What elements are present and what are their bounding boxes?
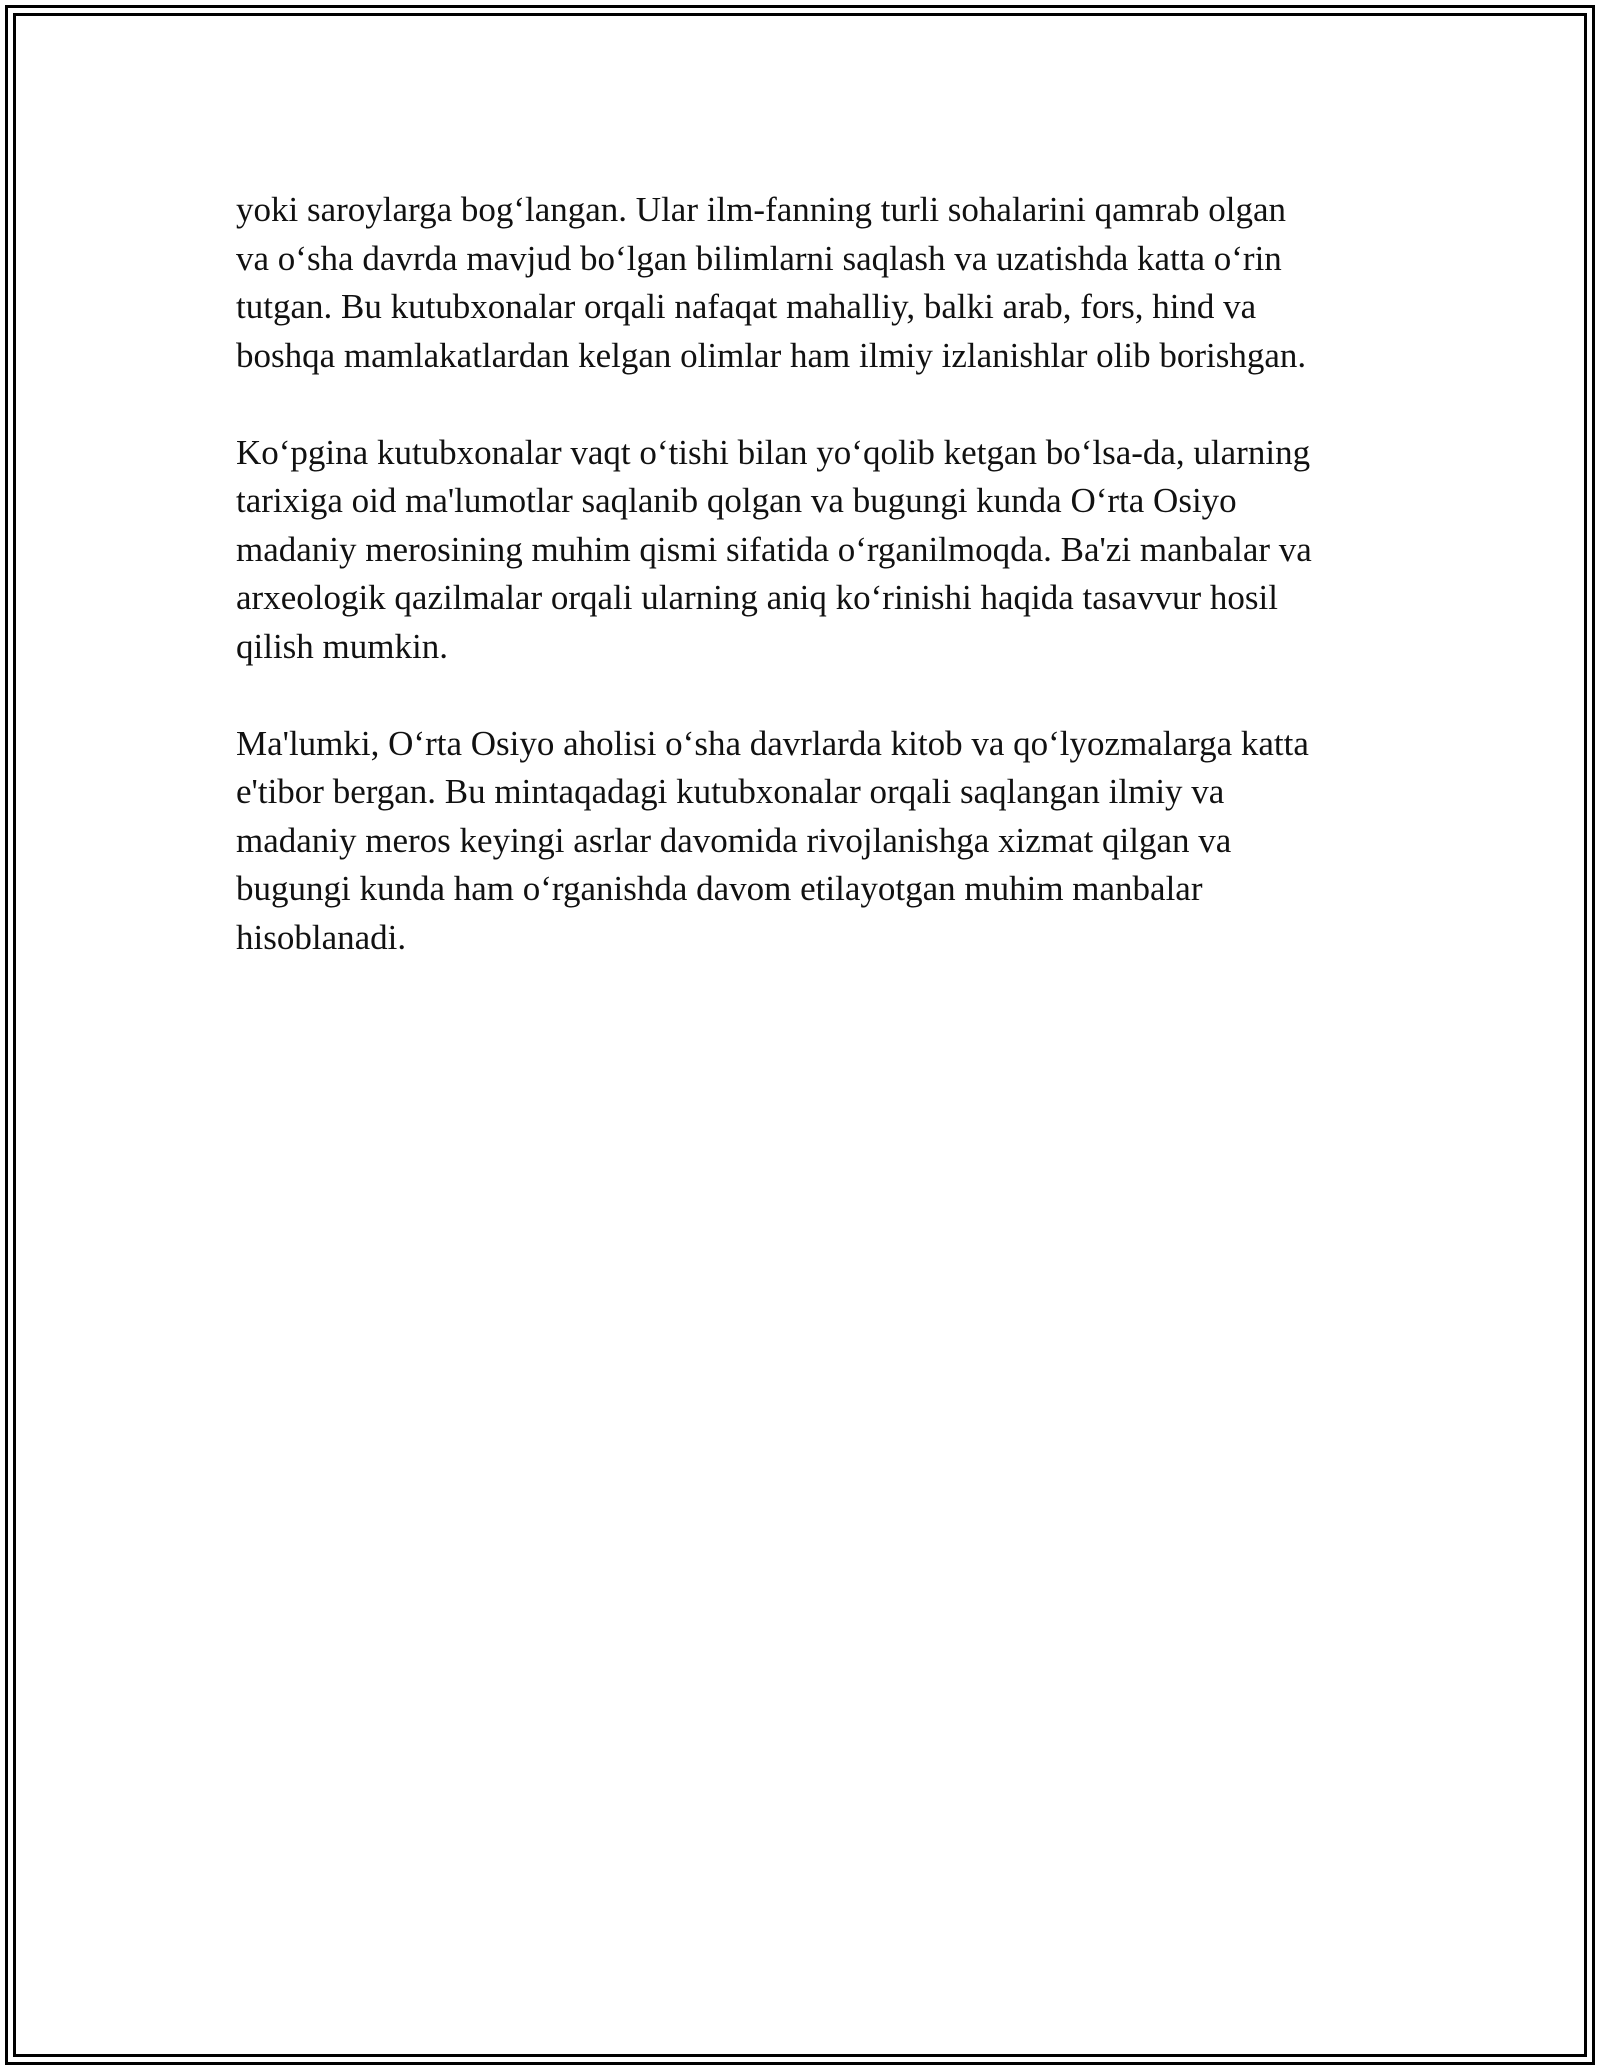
paragraph-3: Ma'lumki, O‘rta Osiyo aholisi o‘sha davrlarda kitob va qo‘lyozmalarga katta e'tibor bergan. Bu mintaqadagi kutubxonalar orqali saqlangan ilmiy va madaniy meros keyingi asrlar davomida rivojlanishga xizmat qilgan va bugungi kunda ham o‘rganishda davom etilayotgan muhim manbalar hisoblanadi.	[236, 723, 1309, 957]
paragraph-1: yoki saroylarga bog‘langan. Ular ilm-fanning turli sohalarini qamrab olgan va o‘sha davrda mavjud bo‘lgan bilimlarni saqlash va uzatishda katta o‘rin tutgan. Bu kutubxonalar orqali nafaqat mahalliy, balki arab, fors, hind va boshqa mamlakatlardan kelgan olimlar ham ilmiy izlanishlar olib borishgan.	[236, 190, 1307, 375]
paragraph-2: Ko‘pgina kutubxonalar vaqt o‘tishi bilan yo‘qolib ketgan bo‘lsa-da, ularning tarixiga oid ma'lumotlar saqlanib qolgan va bugungi kunda O‘rta Osiyo madaniy merosining muhim qismi sifatida o‘rganilmoqda. Ba'zi manbalar va arxeologik qazilmalar orqali ularning aniq ko‘rinishi haqida tasavvur hosil qilish mumkin.	[236, 432, 1312, 666]
document-body	[236, 186, 1386, 1011]
